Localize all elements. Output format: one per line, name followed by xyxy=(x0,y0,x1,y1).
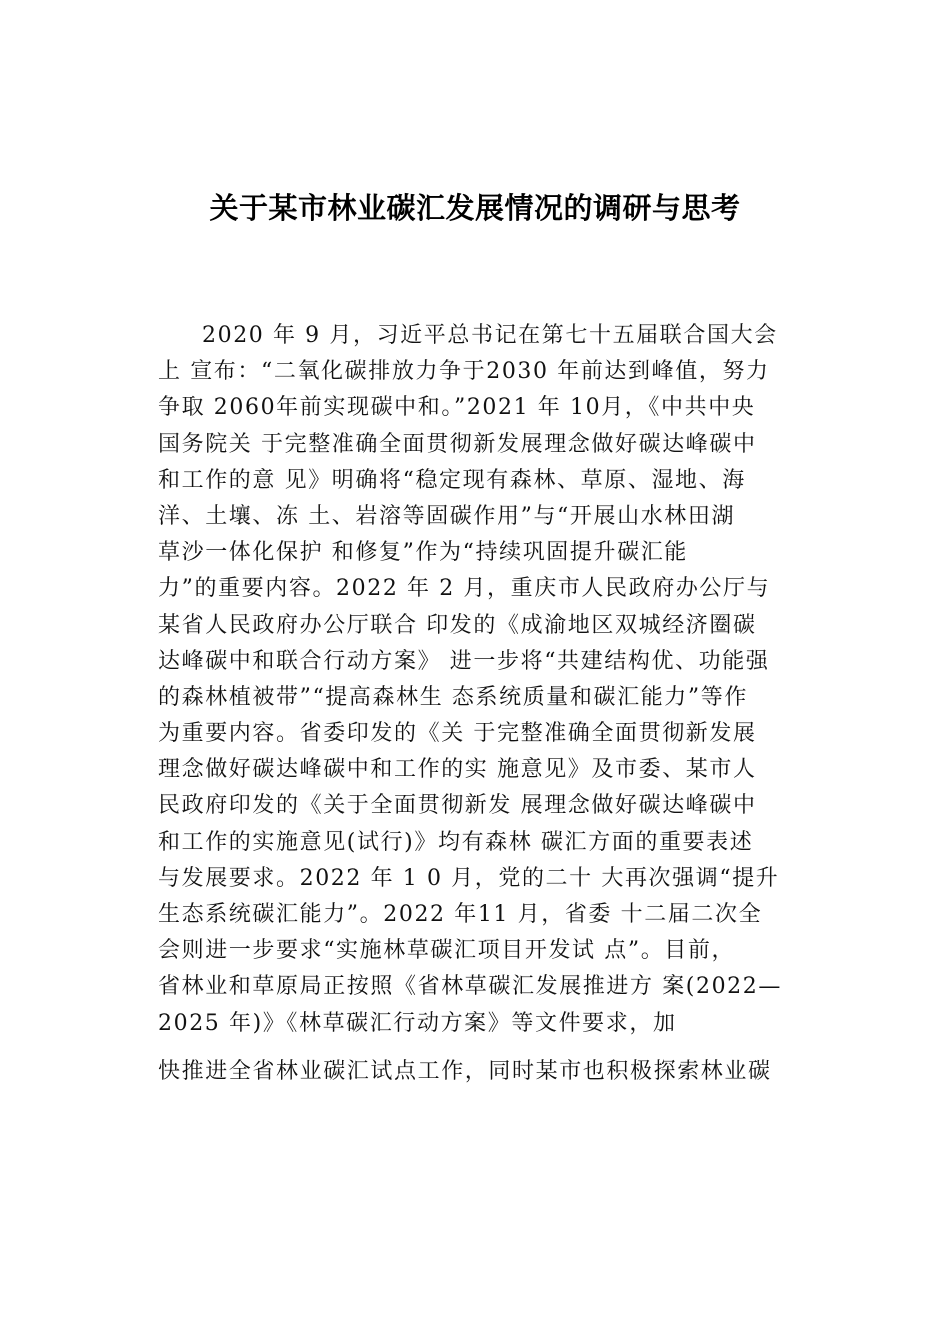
paragraph-line: 会则进一步要求“实施林草碳汇项目开发试 点”。目前， xyxy=(158,938,736,964)
paragraph-line: 力”的重要内容。2022 年 2 月，重庆市人民政府办公厅与 xyxy=(158,576,771,602)
paragraph-line: 快推进全省林业碳汇试点工作，同时某市也积极探索林业碳 xyxy=(158,1058,772,1084)
paragraph-line: 洋、土壤、冻 土、岩溶等固碳作用”与“开展山水林田湖 xyxy=(158,503,736,529)
document-title: 关于某市林业碳汇发展情况的调研与思考 xyxy=(209,191,741,225)
body-paragraph xyxy=(158,318,828,1090)
paragraph-line: 和工作的意 见》明确将“稳定现有森林、草原、湿地、海 xyxy=(158,467,746,493)
paragraph-line: 达峰碳中和联合行动方案》 进一步将“共建结构优、功能强 xyxy=(158,648,770,674)
paragraph-line: 2020 年 9 月，习近平总书记在第七十五届联合国大会 xyxy=(202,323,778,348)
paragraph-line: 2025 年)》《林草碳汇行动方案》等文件要求，加 xyxy=(158,1010,677,1036)
paragraph-line: 生态系统碳汇能力”。2022 年11 月，省委 十二届二次全 xyxy=(158,902,763,927)
paragraph-line: 国务院关 于完整准确全面贯彻新发展理念做好碳达峰碳中 xyxy=(158,431,757,457)
paragraph-line: 某省人民政府办公厅联合 印发的《成渝地区双城经济圈碳 xyxy=(158,612,757,638)
paragraph-line: 和工作的实施意见(试行)》均有森林 碳汇方面的重要表述 xyxy=(158,829,754,855)
paragraph-line: 上 宣布：“二氧化碳排放力争于2030 年前达到峰值，努力 xyxy=(158,359,770,385)
paragraph-line: 与发展要求。2022 年 1 0 月，党的二十 大再次强调“提升 xyxy=(158,865,780,891)
paragraph-line: 的森林植被带”“提高森林生 态系统质量和碳汇能力”等作 xyxy=(158,684,748,710)
paragraph-line: 为重要内容。省委印发的《关 于完整准确全面贯彻新发展 xyxy=(158,721,757,747)
paragraph-line: 理念做好碳达峰碳中和工作的实 施意见》及市委、某市人 xyxy=(158,757,757,783)
paragraph-line: 省林业和草原局正按照《省林草碳汇发展推进方 案(2022— xyxy=(158,974,782,1000)
paragraph-line: 争取 2060年前实现碳中和。”2021 年 10月，《中共中央 xyxy=(158,395,756,421)
paragraph-line: 民政府印发的《关于全面贯彻新发 展理念做好碳达峰碳中 xyxy=(158,793,757,819)
paragraph-line: 草沙一体化保护 和修复”作为“持续巩固提升碳汇能 xyxy=(158,540,688,566)
